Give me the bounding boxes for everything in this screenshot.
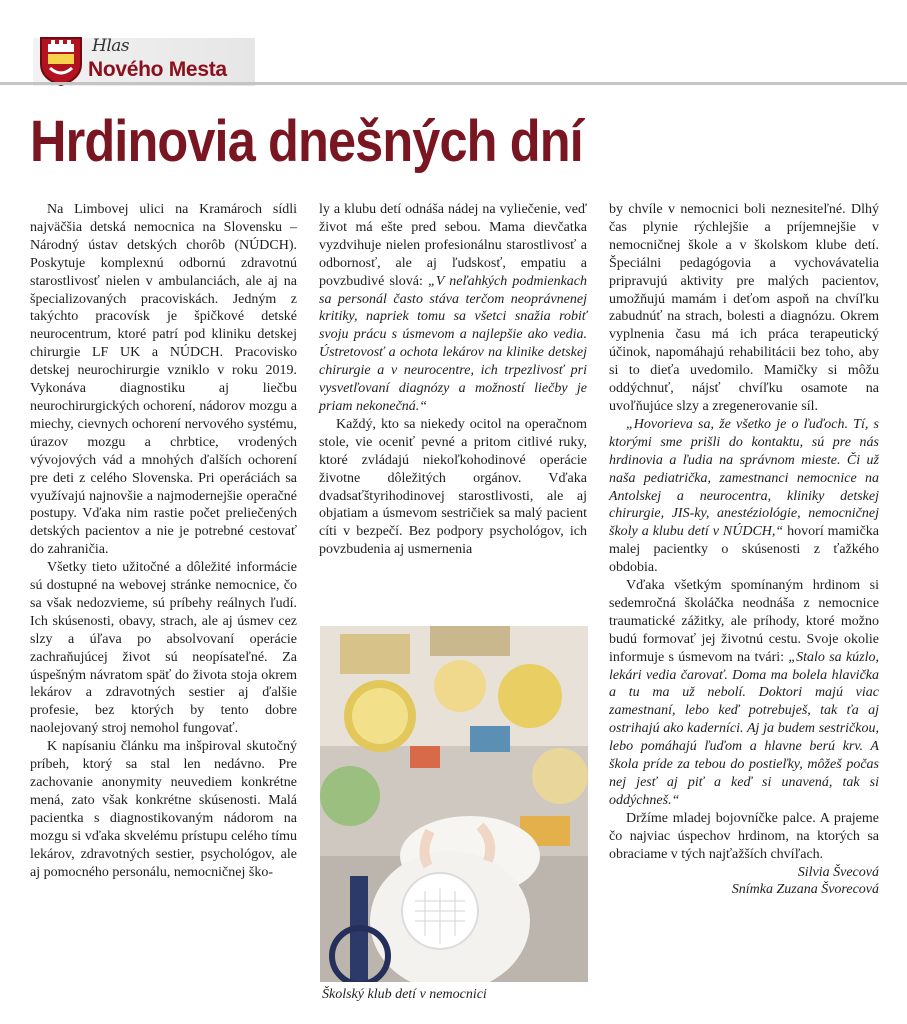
paragraph: Držíme mladej bojovníčke palce. A prajeme čo najviac úspechov hrdinom, na ktorých sa obraciame v tých najťažších chvíľach. xyxy=(609,810,879,862)
paragraph xyxy=(319,201,587,416)
mother-quote: „V neľahkých podmienkach sa personál často stáva terčom neoprávnenej kritiky, napriek tomu sa všetci snažia robiť svoju prácu s úsmevom a najlepšie ako vedia. Ústretovosť a ochota lekárov na klinike detskej chirurgie a v neurocentre, ich trpezlivosť pri vysvetľovaní diagnózy a možností liečby je priam nekonečná.“ xyxy=(319,273,587,414)
child-quote: „Stalo sa kúzlo, lekári vedia čarovať. Doma ma bolela hlavička a tu ma už nebolí. Doktori majú viac zamestnaní, lebo keď potrebuješ, tak ťa aj ostrihajú ako kaderníci. Aj ja budem sestričkou, lebo pomáhajú ľuďom a hlavne berú krv. A škola príde za tebou do postieľky, môžeš počas nej jesť aj piť a keď si unavená, tak si oddýchneš.“ xyxy=(609,649,879,808)
header-divider xyxy=(0,82,907,85)
brand-subtitle: Hlas xyxy=(92,36,130,56)
paragraph: Všetky tieto užitočné a dôležité informácie sú dostupné na webovej stránke nemocnice, čo sa však nedozvieme, sú príbehy reálnych ľudí. Ich skúsenosti, obavy, strach, ale aj úsmev cez slzy a úľava po absolvovaní operácie zachraňujúcej život sú neopísateľné. Za úspešným návratom späť do života stoja okrem lekárov a zdravotných sestier aj ďalšie profesie, bez ktorých by tento dobre naolejovaný stroj nemohol fungovať. xyxy=(30,560,297,737)
photo-credit: Snímka Zuzana Švorecová xyxy=(731,882,879,898)
article-column-1 xyxy=(30,201,297,881)
paragraph xyxy=(609,577,879,810)
paragraph-text: Vďaka všetkým spomínaným hrdinom si sedemročná školáčka neodnáša z nemocnice traumatické zážitky, ale príhody, ktoré možno budú formovať jej životnú cestu. Svoje okolie informuje s úsmevom na tvári: xyxy=(609,578,879,665)
photo-illustration xyxy=(320,626,588,982)
paragraph-text: hovorí mamička malej pacientky o skúsenosti z ťažkého obdobia. xyxy=(609,524,879,576)
mother-quote: „Hovorievа sa, že všetko je o ľuďoch. Tí, s ktorými sme prišli do kontaktu, sú pre nás hrdinovia a ľudia na správnom mieste. Či už naša pediatrička, zamestnanci nemocnice na Antolskej a neurocentra, kliniky detskej chirurgie, JIS-ky, anestéziológie, nemocničnej školy a klubu detí v NÚDCH,“ xyxy=(609,416,879,540)
paragraph xyxy=(609,416,879,577)
article-column-3 xyxy=(609,201,879,899)
article-column-2 xyxy=(319,201,587,559)
article-headline: Hrdinovia dnešných dní xyxy=(30,109,583,174)
article-photo xyxy=(320,626,588,982)
paragraph: K napísaniu článku ma inšpiroval skutočný príbeh, ktorý sa stal len nedávno. Pre zachovanie anonymity neuvediem konkrétne mená, zato však konkrétne skúsenosti. Malá pacientka s diagnostikovaným nádorom na mozgu si vďaka skvelému prístupu celého tímu lekárov, zdravotných sestier, psychológov, ale aj pomocného personálu, nemocničnej ško- xyxy=(30,739,297,880)
paragraph: Na Limbovej ulici na Kramároch sídli najväčšia detská nemocnica na Slovensku – Národný ústav detských chorôb (NÚDCH). Poskytuje komplexnú odbornú zdravotnú starostlivosť nielen v ambulanciách, ale aj na špecializovaných pracoviskách. Jedným z takýchto pracovísk je špičkové detské neurocentrum, ktoré patrí pod kliniku detskej chirurgie LF UK a NÚDCH. Pracovisko detskej neurochirurgie vzniklo v roku 2019. Vykonáva diagnostiku aj liečbu neurochirurgických ochorení, nádorov mozgu a miechy, cievnych ochorení nervového systému, úrazov mozgu a chrbtice, vrodených vývojových vád a mnohých ďalších ochorení pre deti z celého Slovenska. Pri operáciách sa využívajú najnovšie a najmodernejšie operačné postupy. Vďaka nim rastie počet preliečených detských pacientov a nie je potrebné cestovať do zahraničia. xyxy=(30,202,297,558)
brand-title: Nového Mesta xyxy=(88,58,227,81)
coat-of-arms-icon xyxy=(38,34,84,86)
paragraph: by chvíle v nemocnici boli neznesiteľné. Dlhý čas plynie rýchlejšie a príjemnejšie v nemocničnej škole a v školskom klube detí. Špeciálni pedagógovia a vychovávatelia pripravujú aktivity pre malých pacientov, umožňujú mamám i deťom aspoň na chvíľku zabudnúť na strach, bolesti a diagnózu. Okrem vyplnenia času má ich práca terapeutický účinok, napomáhajú rehabilitácii bez toho, aby si to dieťa uvedomilo. Mamičky si môžu oddýchnuť, nájsť chvíľku osamote na uvoľňujúce slzy a zregenerovanie síl. xyxy=(609,202,879,414)
author-signature: Silvia Švecová xyxy=(797,864,879,880)
paragraph-text: ly a klubu detí odnáša nádej na vyliečenie, veď život má ešte pred sebou. Mama dievčatka vyzdvihuje nielen profesionálnu starostlivosť a odbornosť, ale aj ľudskosť, empatiu a povzbudivé slová: xyxy=(319,202,587,289)
paragraph: Každý, kto sa niekedy ocitol na operačnom stole, vie oceniť pevné a pritom citlivé ruky, ktoré zvládajú niekoľkohodinové operácie životne dôležitých orgánov. Vďaka dvadsaťštyrihodinovej starostlivosti, ale aj objatiam a úsmevom sestričiek sa malý pacient cíti v bezpečí. Bez podpory psychológov, ich povzbudenia aj usmernenia xyxy=(319,416,587,558)
photo-caption: Školský klub detí v nemocnici xyxy=(322,987,487,1002)
